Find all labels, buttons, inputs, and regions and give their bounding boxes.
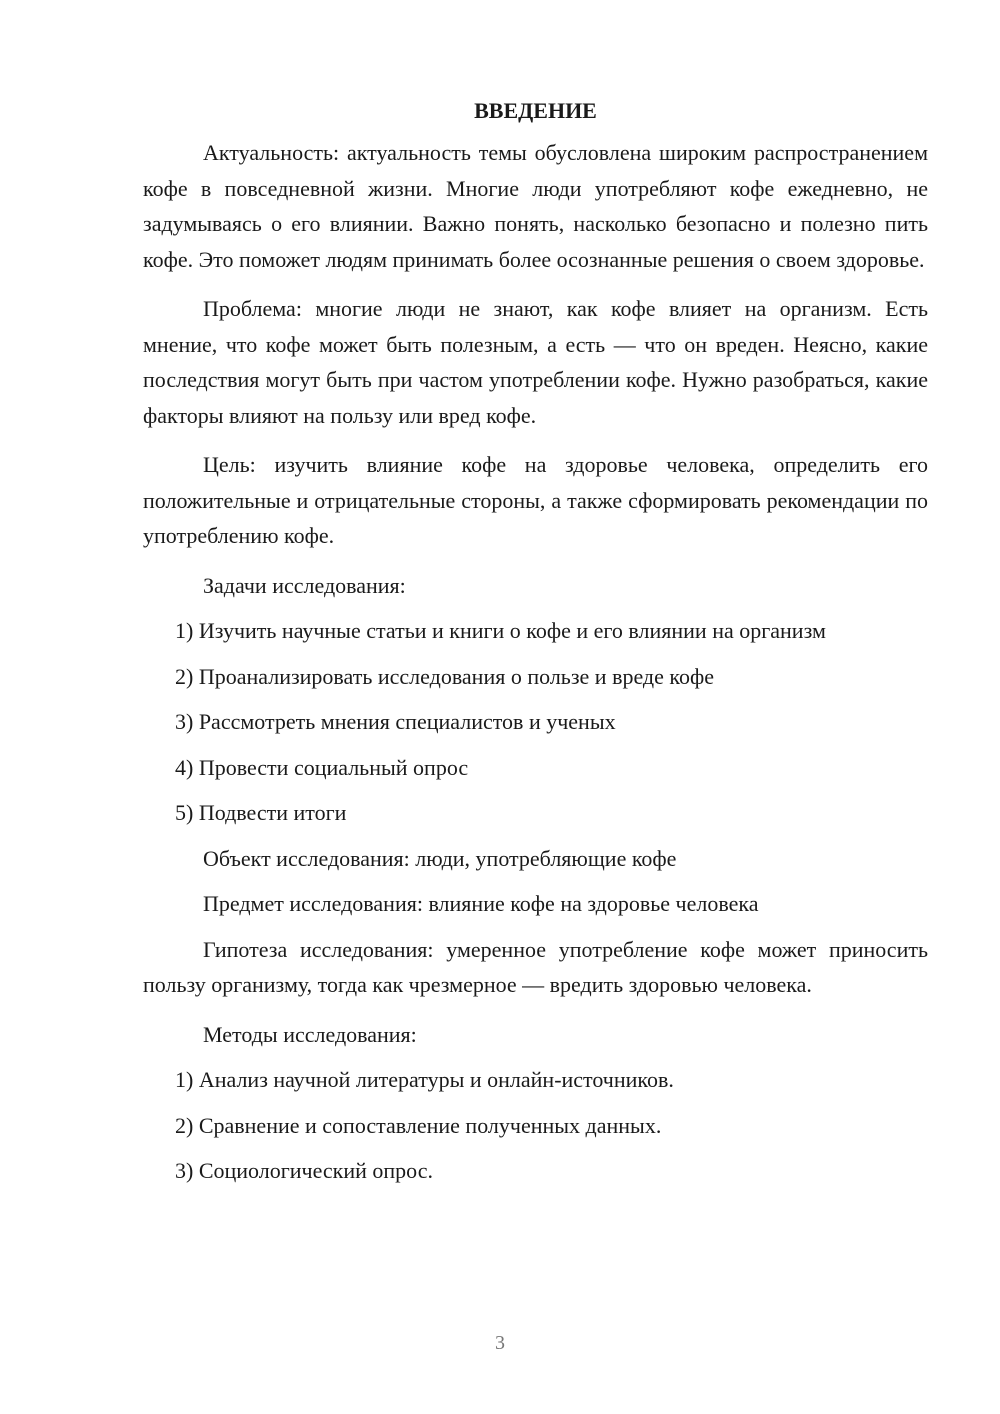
list-item: 4) Провести социальный опрос [175,754,469,780]
page-title: ВВЕДЕНИЕ [474,98,597,123]
goal-paragraph: Цель: изучить влияние кофе на здоровье человека, определить его положительные и отрицательные стороны, а также сформировать рекомендации по употреблению кофе. [143,452,928,548]
list-item: 2) Сравнение и сопоставление полученных данных. [175,1112,662,1138]
methods-heading: Методы исследования: [203,1021,417,1047]
research-subject: Предмет исследования: влияние кофе на здоровье человека [203,891,759,916]
list-item: 3) Рассмотреть мнения специалистов и ученых [175,709,616,734]
tasks-heading: Задачи исследования: [203,572,406,598]
page-number: 3 [495,1332,505,1354]
document-page [143,93,928,1199]
relevance-paragraph: Актуальность: актуальность темы обусловлена широким распространением кофе в повседневной жизни. Многие люди употребляют кофе ежедневно, не задумываясь о его влиянии. Важно понять, насколько безопасно и полезно пить кофе. Это поможет людям принимать более осознанные решения о своем здоровье. [143,140,928,272]
tasks-list [143,613,928,831]
problem-paragraph: Проблема: многие люди не знают, как кофе влияет на организм. Есть мнение, что кофе может быть полезным, а есть — что он вреден. Неясно, какие последствия могут быть при частом употреблении кофе. Нужно разобраться, какие факторы влияют на пользу или вред кофе. [143,296,928,428]
list-item: 2) Проанализировать исследования о пользе и вреде кофе [175,663,714,689]
list-item: 1) Анализ научной литературы и онлайн-источников. [175,1067,674,1092]
list-item: 5) Подвести итоги [175,800,347,825]
list-item: 1) Изучить научные статьи и книги о кофе и его влиянии на организм [175,618,826,643]
methods-list [143,1062,928,1189]
list-item: 3) Социологический опрос. [175,1158,433,1183]
hypothesis-paragraph: Гипотеза исследования: умеренное употребление кофе может приносить пользу организму, тогда как чрезмерное — вредить здоровью человека. [143,936,928,997]
research-object: Объект исследования: люди, употребляющие кофе [203,845,677,871]
